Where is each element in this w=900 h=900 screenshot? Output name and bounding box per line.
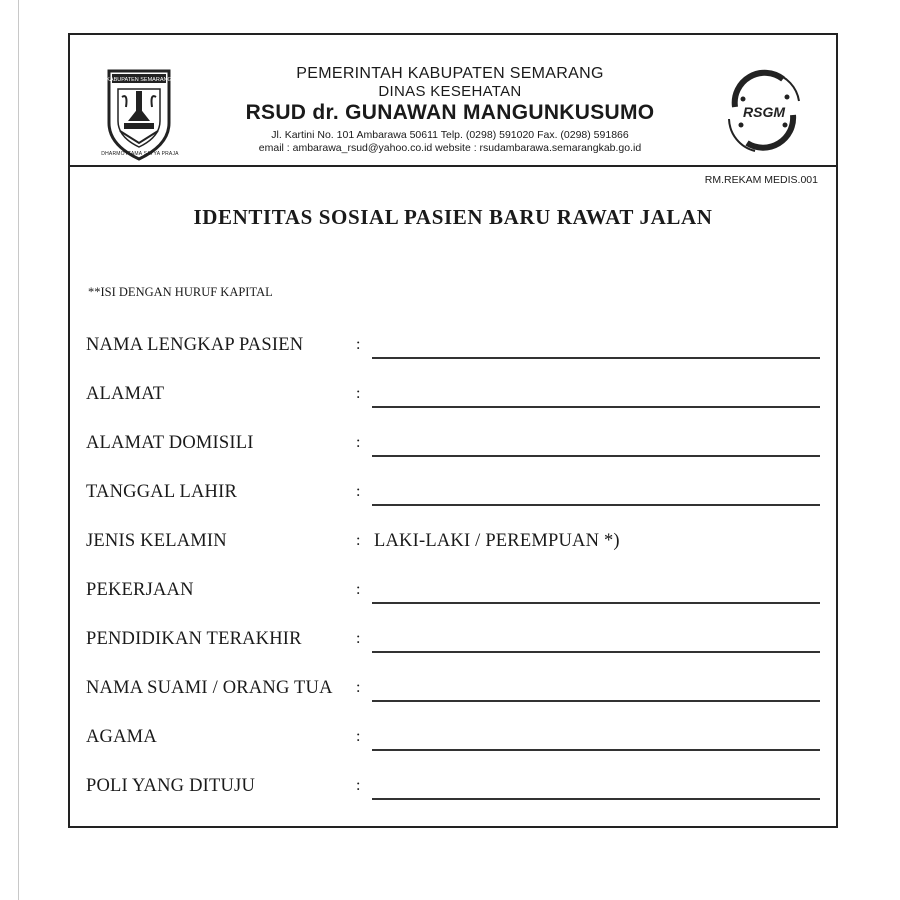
field-colon: :: [356, 777, 361, 794]
tanggal-lahir-input-line[interactable]: [372, 504, 820, 506]
field-nama-suami-orang-tua: [86, 678, 826, 708]
field-label: PEKERJAAN: [86, 580, 194, 600]
field-label: TANGGAL LAHIR: [86, 482, 237, 502]
field-label: JENIS KELAMIN: [86, 531, 227, 551]
field-poli-yang-dituju: [86, 776, 826, 806]
field-colon: :: [356, 483, 361, 500]
field-colon: :: [356, 630, 361, 647]
field-label: PENDIDIKAN TERAKHIR: [86, 629, 302, 649]
nama-suami-orang-tua-input-line[interactable]: [372, 700, 820, 702]
field-colon: :: [356, 385, 361, 402]
field-label: NAMA SUAMI / ORANG TUA: [86, 678, 333, 698]
field-label: POLI YANG DITUJU: [86, 776, 256, 796]
field-pekerjaan: [86, 580, 826, 610]
crest-banner-text: KABUPATEN SEMARANG: [106, 77, 172, 83]
field-colon: :: [356, 336, 361, 353]
field-colon: :: [356, 532, 361, 549]
letterhead: [70, 35, 836, 170]
government-name: PEMERINTAH KABUPATEN SEMARANG: [296, 65, 604, 82]
field-colon: :: [356, 434, 361, 451]
alamat-input-line[interactable]: [372, 406, 820, 408]
pendidikan-terakhir-input-line[interactable]: [372, 651, 820, 653]
field-colon: :: [356, 728, 361, 745]
field-alamat: [86, 384, 826, 414]
crest-motto: DHARMOTTAMA SATYA PRAJA: [101, 151, 179, 157]
letterhead-rule: [70, 165, 836, 167]
department-name: DINAS KESEHATAN: [378, 83, 522, 100]
hospital-name: RSUD dr. GUNAWAN MANGUNKUSUMO: [245, 101, 655, 124]
form-title: IDENTITAS SOSIAL PASIEN BARU RAWAT JALAN: [193, 205, 713, 229]
field-label: ALAMAT DOMISILI: [86, 433, 254, 453]
field-colon: :: [356, 679, 361, 696]
form-code: RM.REKAM MEDIS.001: [704, 174, 818, 186]
alamat-domisili-input-line[interactable]: [372, 455, 820, 457]
patient-identity-form: [68, 33, 838, 828]
field-label: AGAMA: [86, 727, 157, 747]
field-alamat-domisili: [86, 433, 826, 463]
hospital-address: Jl. Kartini No. 101 Ambarawa 50611 Telp. (0298) 591020 Fax. (0298) 591866: [271, 129, 629, 141]
field-label: NAMA LENGKAP PASIEN: [86, 335, 304, 355]
field-agama: [86, 727, 826, 757]
field-nama-lengkap-pasien: [86, 335, 826, 365]
agama-input-line[interactable]: [372, 749, 820, 751]
field-pendidikan-terakhir: [86, 629, 826, 659]
poli-yang-dituju-input-line[interactable]: [372, 798, 820, 800]
pekerjaan-input-line[interactable]: [372, 602, 820, 604]
capital-letters-note: **ISI DENGAN HURUF KAPITAL: [88, 285, 273, 299]
nama-lengkap-pasien-input-line[interactable]: [372, 357, 820, 359]
jenis-kelamin-options[interactable]: LAKI-LAKI / PEREMPUAN *): [374, 531, 620, 551]
hospital-contact: email : ambarawa_rsud@yahoo.co.id website : rsudambarawa.semarangkab.go.id: [258, 142, 642, 154]
field-tanggal-lahir: [86, 482, 826, 512]
page-edge-divider: [18, 0, 19, 900]
field-jenis-kelamin: [86, 531, 826, 561]
field-colon: :: [356, 581, 361, 598]
rsgm-logo-icon: [725, 67, 803, 157]
field-label: ALAMAT: [86, 384, 165, 404]
rsgm-logo-text: RSGM: [743, 104, 785, 120]
